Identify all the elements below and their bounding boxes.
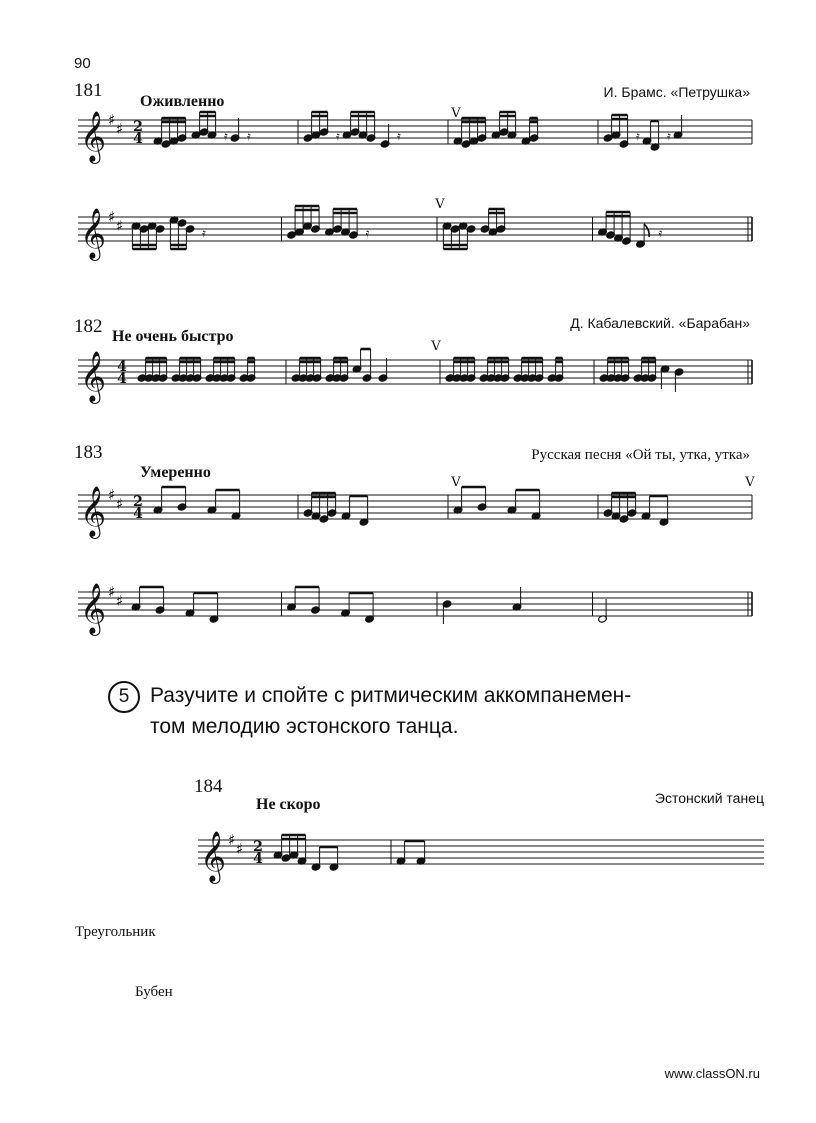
time-signature-top: 2 [133, 119, 143, 135]
exercise-number: 182 [74, 316, 103, 337]
instrument-label-tambourine: Бубен [135, 984, 173, 1000]
composer-credit: Эстонский танец [654, 790, 764, 806]
task-line-1: Разучите и спойте с ритмическим аккомпанемен- [150, 684, 632, 707]
sixteenth-rest: 𝄿 [667, 129, 671, 143]
treble-clef: 𝄞 [200, 831, 227, 882]
composer-credit: Русская песня «Ой ты, утка, утка» [531, 447, 750, 463]
key-sharp: ♯ [228, 831, 236, 849]
treble-clef: 𝄞 [80, 583, 107, 634]
sixteenth-rest: 𝄿 [365, 226, 370, 240]
sixteenth-rest: 𝄿 [636, 129, 640, 143]
tempo-marking: Оживленно [140, 93, 225, 110]
task-number-badge: 5 [108, 681, 140, 713]
exercise-number: 183 [74, 442, 103, 463]
breath-mark: V [431, 339, 441, 354]
key-sharp: ♯ [108, 111, 116, 129]
sixteenth-rest: 𝄿 [336, 129, 340, 143]
sixteenth-rest: 𝄿 [397, 129, 401, 143]
time-signature-top: 4 [117, 359, 127, 375]
key-sharp: ♯ [108, 208, 116, 226]
task-line-2: том мелодию эстонского танца. [150, 715, 459, 738]
sixteenth-rest: 𝄿 [658, 226, 663, 240]
breath-mark: V [745, 475, 755, 490]
sixteenth-rest: 𝄿 [202, 226, 206, 240]
breath-mark: V [451, 106, 461, 121]
treble-clef: 𝄞 [80, 486, 107, 537]
time-signature-top: 2 [133, 494, 143, 510]
key-sharp: ♯ [116, 495, 124, 513]
time-signature-bottom: 4 [117, 371, 127, 387]
key-sharp: ♯ [236, 840, 244, 858]
sixteenth-rest: 𝄿 [224, 129, 228, 143]
time-signature-bottom: 4 [133, 131, 143, 147]
exercise-number: 184 [194, 776, 223, 797]
time-signature-bottom: 4 [253, 851, 263, 867]
time-signature-top: 2 [253, 839, 263, 855]
key-sharp: ♯ [116, 120, 124, 138]
key-sharp: ♯ [116, 217, 124, 235]
key-sharp: ♯ [116, 592, 124, 610]
tempo-marking: Не очень быстро [112, 328, 234, 345]
breath-mark: V [451, 475, 461, 490]
page-number: 90 [74, 55, 91, 72]
instrument-label-triangle: Треугольник [75, 924, 156, 940]
treble-clef: 𝄞 [80, 208, 107, 259]
footer-url: www.classON.ru [664, 1066, 760, 1081]
time-signature-bottom: 4 [133, 506, 143, 522]
key-sharp: ♯ [108, 583, 116, 601]
exercise-number: 181 [74, 80, 103, 101]
tempo-marking: Не скоро [256, 796, 321, 813]
key-sharp: ♯ [108, 486, 116, 504]
composer-credit: Д. Кабалевский. «Барабан» [570, 315, 750, 331]
sixteenth-rest: 𝄿 [247, 129, 251, 143]
treble-clef: 𝄞 [80, 351, 107, 402]
tempo-marking: Умеренно [140, 464, 211, 481]
treble-clef: 𝄞 [80, 111, 107, 162]
composer-credit: И. Брамс. «Петрушка» [603, 84, 750, 100]
breath-mark: V [435, 197, 445, 212]
